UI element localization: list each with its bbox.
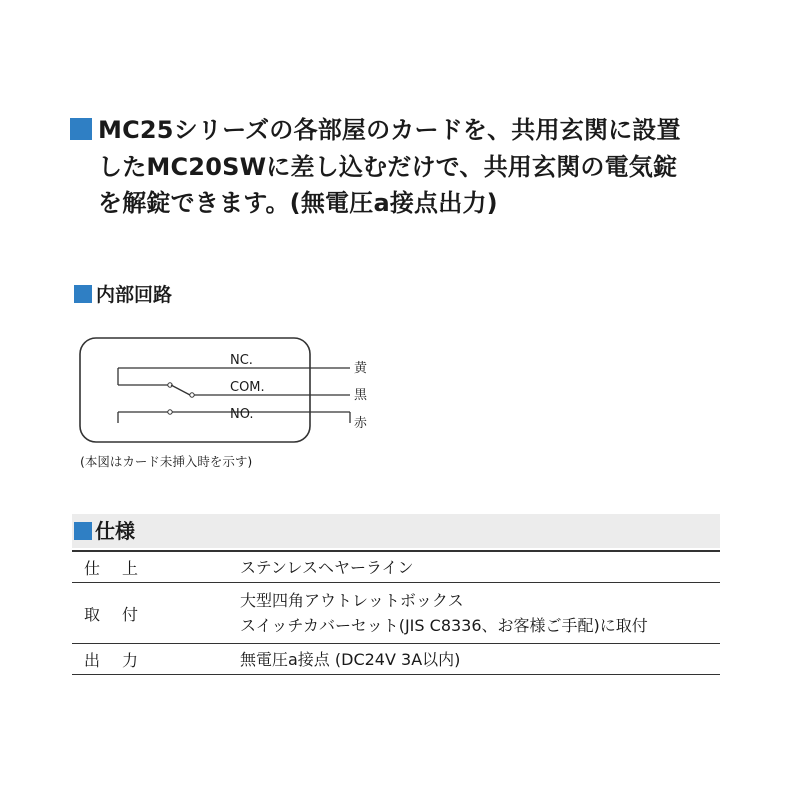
spec-value-mounting bbox=[240, 583, 720, 644]
spec-value-output: 無電圧a接点 (DC24V 3A以内) bbox=[240, 649, 461, 669]
spec-value-finish: ステンレスヘヤーライン bbox=[240, 557, 414, 577]
com-pivot bbox=[190, 393, 194, 397]
table-row bbox=[72, 583, 720, 644]
intro-line-3: を解錠できます。(無電圧a接点出力) bbox=[98, 189, 498, 217]
spec-label-mounting: 取付 bbox=[84, 604, 161, 624]
no-label: NO. bbox=[230, 407, 254, 422]
spec-value-mounting-line-1: 大型四角アウトレットボックス bbox=[240, 591, 464, 610]
spec-label-finish: 仕上 bbox=[84, 558, 161, 578]
table-row bbox=[72, 644, 720, 675]
circuit-caption: (本図はカード未挿入時を示す) bbox=[80, 454, 253, 469]
spec-table bbox=[72, 550, 720, 675]
wire-color-black: 黒 bbox=[354, 388, 368, 403]
switch-housing bbox=[80, 338, 310, 442]
spec-value-mounting-line-2: スイッチカバーセット(JIS C8336、お客様ご手配)に取付 bbox=[240, 616, 648, 635]
nc-label: NC. bbox=[230, 353, 253, 368]
blue-square-bullet-icon bbox=[70, 118, 92, 140]
spec-heading bbox=[72, 514, 720, 548]
spec-label-output: 出力 bbox=[84, 650, 161, 670]
circuit-heading bbox=[74, 280, 172, 307]
intro-text bbox=[70, 112, 740, 222]
intro-line-1: MC25シリーズの各部屋のカードを、共用玄関に設置 bbox=[98, 116, 681, 144]
wire-color-red: 赤 bbox=[354, 416, 368, 431]
circuit-svg bbox=[70, 330, 390, 450]
circuit-heading-text: 内部回路 bbox=[96, 284, 173, 306]
table-row bbox=[72, 551, 720, 583]
blue-square-bullet-icon bbox=[74, 522, 92, 540]
com-label: COM. bbox=[230, 380, 265, 395]
intro-line-2: したMC20SWに差し込むだけで、共用玄関の電気錠 bbox=[98, 152, 678, 181]
wire-color-yellow: 黄 bbox=[354, 361, 368, 376]
spec-heading-text: 仕様 bbox=[95, 519, 135, 543]
blue-square-bullet-icon bbox=[74, 285, 92, 303]
no-contact-point bbox=[168, 410, 172, 414]
circuit-diagram bbox=[70, 330, 390, 454]
